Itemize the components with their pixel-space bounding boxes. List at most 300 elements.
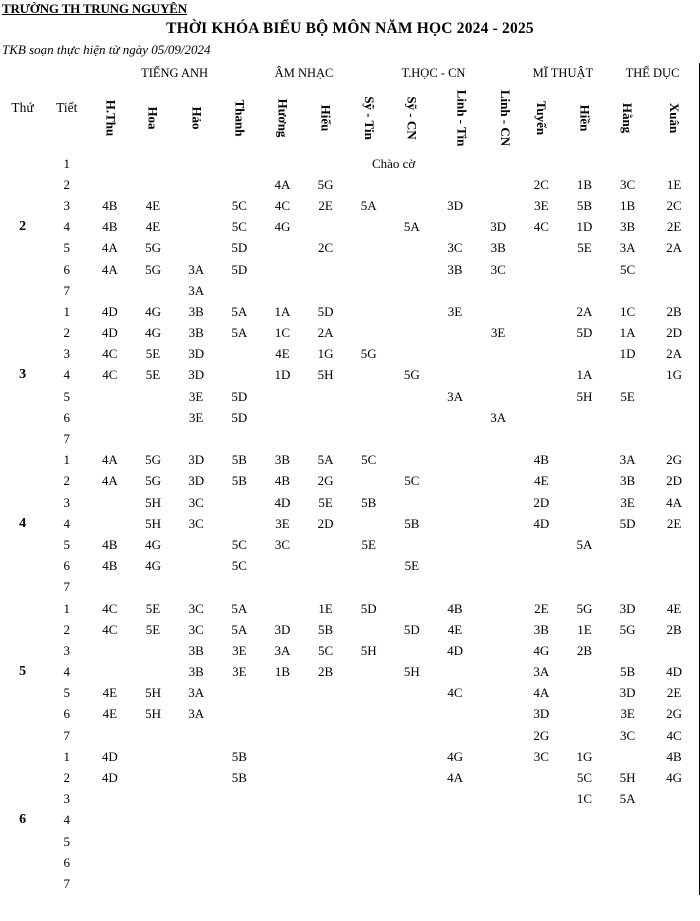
- class-cell: 5A: [360, 197, 377, 213]
- class-cell: [88, 662, 131, 683]
- period-number: 7: [63, 727, 70, 743]
- period-number: 3: [63, 197, 70, 213]
- class-cell: [131, 407, 174, 428]
- class-cell: [175, 767, 218, 788]
- class-cell: [347, 323, 390, 344]
- class-cell: 2A: [576, 303, 593, 319]
- class-cell: 5G: [403, 367, 420, 383]
- class-cell: 5A: [576, 536, 593, 552]
- class-cell: 3D: [619, 600, 636, 616]
- class-cell: 3D: [188, 452, 205, 468]
- teacher-header: [520, 83, 563, 153]
- teacher-header: [175, 83, 218, 153]
- subject-group-header: TIẾNG ANH: [141, 65, 209, 80]
- class-cell: 3E: [232, 642, 247, 658]
- class-cell: [304, 259, 347, 280]
- period-row: [0, 810, 700, 831]
- class-cell: 5C: [404, 473, 420, 489]
- class-cell: [520, 365, 563, 386]
- class-cell: [88, 407, 131, 428]
- period-number: 7: [63, 282, 70, 298]
- class-cell: [304, 407, 347, 428]
- class-cell: [649, 789, 699, 810]
- class-cell: 5A: [317, 452, 334, 468]
- class-cell: [606, 556, 649, 577]
- class-cell: 3E: [188, 409, 204, 425]
- class-cell: [347, 767, 390, 788]
- teacher-name: Tuyến: [534, 100, 550, 136]
- class-cell: [433, 873, 476, 894]
- period-row: [0, 323, 700, 344]
- class-cell: [433, 831, 476, 852]
- period-row: [0, 344, 700, 365]
- class-cell: 5G: [145, 240, 161, 256]
- class-cell: [433, 662, 476, 683]
- class-cell: [304, 704, 347, 725]
- class-cell: [649, 556, 699, 577]
- class-cell: [649, 428, 699, 449]
- period-row: [0, 873, 700, 894]
- school-name: TRƯỜNG TH TRUNG NGUYÊN: [2, 1, 187, 16]
- class-cell: 2D: [649, 471, 699, 492]
- class-cell: [390, 789, 433, 810]
- subject-group-header: T.HỌC - CN: [401, 65, 466, 80]
- teacher-header: [304, 83, 347, 153]
- class-cell: [88, 174, 131, 195]
- class-cell: 2G: [317, 473, 334, 489]
- period-number: 7: [63, 875, 70, 891]
- class-cell: [563, 471, 606, 492]
- class-cell: 4G: [145, 558, 161, 574]
- class-cell: 5A: [231, 621, 248, 637]
- class-cell: 2C: [318, 240, 334, 256]
- period-number: 7: [63, 431, 70, 447]
- teacher-header: [649, 83, 699, 153]
- class-cell: 2A: [649, 238, 699, 259]
- period-number: 7: [63, 579, 70, 595]
- class-cell: [390, 831, 433, 852]
- class-cell: 4B: [533, 452, 549, 468]
- class-cell: [261, 386, 304, 407]
- class-cell: 5H: [317, 367, 334, 383]
- class-cell: [649, 280, 699, 301]
- period-row: [0, 852, 700, 873]
- class-cell: 5D: [231, 240, 248, 256]
- class-cell: [477, 556, 520, 577]
- period-number: 3: [63, 642, 70, 658]
- class-cell: [390, 767, 433, 788]
- class-cell: [433, 810, 476, 831]
- class-cell: [347, 407, 390, 428]
- class-cell: [520, 852, 563, 873]
- class-cell: [563, 556, 606, 577]
- class-cell: [433, 577, 476, 598]
- class-cell: [261, 852, 304, 873]
- class-cell: [649, 873, 699, 894]
- class-cell: 3E: [620, 494, 635, 510]
- period-row: [0, 238, 700, 259]
- class-cell: 2E: [649, 513, 699, 534]
- period-number: 2: [63, 621, 70, 637]
- class-cell: [218, 492, 261, 513]
- class-cell: [563, 513, 606, 534]
- class-cell: [347, 386, 390, 407]
- class-cell: 4E: [145, 197, 161, 213]
- class-cell: 1D: [274, 367, 291, 383]
- period-number: 4: [63, 664, 70, 680]
- class-cell: [88, 492, 131, 513]
- class-cell: 4A: [533, 685, 550, 701]
- period-row: [0, 386, 700, 407]
- class-cell: [563, 831, 606, 852]
- period-row: [0, 534, 700, 555]
- class-cell: 2D: [533, 494, 550, 510]
- class-cell: [477, 873, 520, 894]
- class-cell: [563, 810, 606, 831]
- class-cell: [88, 789, 131, 810]
- class-cell: 5C: [231, 536, 247, 552]
- class-cell: [175, 873, 218, 894]
- class-cell: [606, 428, 649, 449]
- teacher-name: Linh - Tin: [454, 89, 470, 147]
- class-cell: [261, 725, 304, 746]
- class-cell: 3B: [274, 452, 291, 468]
- class-cell: [433, 450, 476, 471]
- period-number: 2: [63, 325, 70, 341]
- class-cell: 5D: [619, 515, 636, 531]
- class-cell: 3B: [620, 473, 636, 489]
- class-cell: 4G: [145, 325, 161, 341]
- class-cell: [261, 238, 304, 259]
- class-cell: [563, 683, 606, 704]
- class-cell: 1E: [318, 600, 333, 616]
- class-cell: [88, 386, 131, 407]
- class-cell: 3E: [620, 706, 635, 722]
- class-cell: 5G: [317, 176, 334, 192]
- class-cell: [88, 873, 131, 894]
- class-cell: [218, 513, 261, 534]
- class-cell: [390, 852, 433, 873]
- class-cell: [218, 789, 261, 810]
- period-number: 4: [63, 515, 70, 531]
- class-cell: [347, 683, 390, 704]
- class-cell: [563, 662, 606, 683]
- class-cell: [347, 556, 390, 577]
- class-cell: [218, 810, 261, 831]
- class-cell: [477, 365, 520, 386]
- class-cell: [304, 556, 347, 577]
- class-cell: [477, 471, 520, 492]
- class-cell: 4E: [275, 346, 290, 362]
- class-cell: 4G: [649, 767, 699, 788]
- class-cell: 4B: [649, 746, 699, 767]
- class-cell: 3C: [620, 176, 636, 192]
- class-cell: [477, 640, 520, 661]
- class-cell: 5B: [231, 452, 247, 468]
- teacher-header: [606, 83, 649, 153]
- class-cell: [88, 725, 131, 746]
- period-number: 1: [63, 303, 70, 319]
- period-row: [0, 259, 700, 280]
- class-cell: 1B: [274, 664, 291, 680]
- period-number: 6: [63, 558, 70, 574]
- class-cell: [304, 852, 347, 873]
- class-cell: 4C: [649, 725, 699, 746]
- class-cell: 4E: [102, 706, 118, 722]
- class-cell: [477, 852, 520, 873]
- class-cell: [131, 746, 174, 767]
- class-cell: 4C: [274, 197, 291, 213]
- class-cell: 3A: [447, 388, 463, 404]
- class-cell: [175, 428, 218, 449]
- class-cell: [304, 767, 347, 788]
- class-cell: [347, 238, 390, 259]
- class-cell: [131, 662, 174, 683]
- class-cell: 1C: [274, 325, 291, 341]
- class-cell: 5G: [360, 346, 377, 362]
- class-cell: [88, 831, 131, 852]
- class-cell: [563, 704, 606, 725]
- class-cell: [433, 428, 476, 449]
- teacher-header: [347, 83, 390, 153]
- class-cell: [347, 619, 390, 640]
- class-cell: [477, 280, 520, 301]
- class-cell: 1C: [620, 303, 636, 319]
- period-row: [0, 195, 700, 216]
- class-cell: [477, 195, 520, 216]
- period-row: [0, 471, 700, 492]
- class-cell: [390, 873, 433, 894]
- class-cell: 3D: [533, 706, 550, 722]
- period-row: [0, 450, 700, 471]
- class-cell: 2B: [318, 664, 334, 680]
- class-cell: 2C: [533, 176, 549, 192]
- class-cell: [649, 640, 699, 661]
- class-cell: [131, 386, 174, 407]
- class-cell: [218, 683, 261, 704]
- class-cell: [520, 344, 563, 365]
- class-cell: 4A: [101, 473, 118, 489]
- class-cell: [606, 280, 649, 301]
- class-cell: 1G: [576, 748, 593, 764]
- period-number: 6: [63, 409, 70, 425]
- class-cell: 5B: [404, 515, 420, 531]
- class-cell: [131, 767, 174, 788]
- class-cell: [649, 386, 699, 407]
- class-cell: [477, 450, 520, 471]
- class-cell: 5H: [403, 664, 420, 680]
- class-cell: 4B: [102, 558, 118, 574]
- class-cell: [88, 810, 131, 831]
- class-cell: [175, 725, 218, 746]
- class-cell: 3E: [490, 325, 506, 341]
- day-cell: 6: [19, 812, 27, 828]
- class-cell: 5H: [145, 685, 161, 701]
- class-cell: [433, 492, 476, 513]
- class-cell: 4C: [447, 685, 463, 701]
- class-cell: 5B: [318, 621, 334, 637]
- teacher-name: H.Thu: [102, 99, 118, 137]
- period-row: [0, 301, 700, 322]
- class-cell: 4C: [102, 346, 118, 362]
- class-cell: [606, 534, 649, 555]
- class-cell: [563, 725, 606, 746]
- day-cell: 2: [19, 219, 27, 235]
- class-cell: [477, 344, 520, 365]
- class-cell: [347, 831, 390, 852]
- class-cell: [390, 810, 433, 831]
- class-cell: [477, 428, 520, 449]
- class-cell: [347, 662, 390, 683]
- class-cell: [218, 577, 261, 598]
- class-cell: [390, 577, 433, 598]
- class-cell: 5B: [231, 473, 247, 489]
- class-cell: [649, 407, 699, 428]
- period-number: 2: [63, 473, 70, 489]
- teacher-header: [563, 83, 606, 153]
- class-cell: [347, 725, 390, 746]
- class-cell: [477, 492, 520, 513]
- class-cell: 2E: [649, 217, 699, 238]
- class-cell: 3E: [447, 303, 463, 319]
- class-cell: 1E: [577, 621, 592, 637]
- class-cell: 4D: [274, 494, 291, 510]
- class-cell: [390, 301, 433, 322]
- class-cell: 2B: [576, 642, 593, 658]
- class-cell: [477, 725, 520, 746]
- period-row: [0, 746, 700, 767]
- class-cell: 3C: [533, 748, 549, 764]
- page-subtitle: TKB soạn thực hiện từ ngày 05/09/2024: [2, 42, 211, 57]
- period-number: 5: [63, 388, 70, 404]
- class-cell: 5A: [231, 325, 248, 341]
- class-cell: [520, 534, 563, 555]
- class-cell: [131, 640, 174, 661]
- class-cell: [347, 746, 390, 767]
- class-cell: 5E: [404, 558, 420, 574]
- class-cell: 3A: [274, 642, 291, 658]
- class-cell: [304, 873, 347, 894]
- class-cell: [347, 873, 390, 894]
- class-cell: [606, 852, 649, 873]
- class-cell: [433, 471, 476, 492]
- class-cell: [347, 174, 390, 195]
- class-cell: 4E: [447, 621, 463, 637]
- class-cell: [261, 577, 304, 598]
- class-cell: [649, 810, 699, 831]
- class-cell: 4E: [649, 598, 699, 619]
- period-row: [0, 556, 700, 577]
- class-cell: [477, 767, 520, 788]
- period-number: 1: [63, 155, 70, 171]
- class-cell: 5D: [231, 409, 248, 425]
- class-cell: 3A: [188, 282, 205, 298]
- class-cell: [347, 704, 390, 725]
- class-cell: 3E: [188, 388, 204, 404]
- period-number: 3: [63, 791, 70, 807]
- class-cell: [218, 725, 261, 746]
- class-cell: [433, 725, 476, 746]
- period-number: 5: [63, 536, 70, 552]
- class-cell: [218, 428, 261, 449]
- class-cell: [131, 280, 174, 301]
- class-cell: [261, 789, 304, 810]
- class-cell: [477, 174, 520, 195]
- class-cell: [563, 280, 606, 301]
- class-cell: [433, 280, 476, 301]
- class-cell: 4E: [534, 473, 549, 489]
- class-cell: [175, 831, 218, 852]
- class-cell: 5B: [361, 494, 377, 510]
- class-cell: 4D: [447, 642, 463, 658]
- class-cell: [433, 407, 476, 428]
- class-cell: [520, 767, 563, 788]
- teacher-name: Sỹ - Tin: [361, 96, 377, 140]
- class-cell: [131, 428, 174, 449]
- class-cell: [88, 280, 131, 301]
- class-cell: [520, 428, 563, 449]
- class-cell: [477, 789, 520, 810]
- class-cell: [606, 577, 649, 598]
- class-cell: [304, 217, 347, 238]
- class-cell: [88, 513, 131, 534]
- class-cell: [390, 683, 433, 704]
- class-cell: [175, 238, 218, 259]
- teacher-name: Hằng: [620, 102, 636, 134]
- period-number: 5: [63, 833, 70, 849]
- class-cell: 4B: [102, 219, 118, 235]
- class-cell: 2D: [649, 323, 699, 344]
- class-cell: [433, 852, 476, 873]
- class-cell: [563, 577, 606, 598]
- class-cell: [563, 344, 606, 365]
- class-cell: [131, 789, 174, 810]
- class-cell: [390, 450, 433, 471]
- class-cell: [477, 746, 520, 767]
- class-cell: [175, 195, 218, 216]
- class-cell: 5C: [620, 261, 636, 277]
- class-cell: 5E: [145, 346, 161, 362]
- class-cell: 3D: [188, 367, 205, 383]
- class-cell: [347, 810, 390, 831]
- class-cell: [131, 873, 174, 894]
- class-cell: [433, 174, 476, 195]
- class-cell: 3E: [534, 197, 549, 213]
- subject-group-header: THỂ DỤC: [606, 63, 699, 83]
- class-cell: [606, 831, 649, 852]
- class-cell: 5B: [620, 664, 636, 680]
- period-number: 2: [63, 770, 70, 786]
- class-cell: [390, 534, 433, 555]
- class-cell: 1G: [317, 346, 334, 362]
- class-cell: 3B: [490, 240, 506, 256]
- class-cell: [347, 259, 390, 280]
- class-cell: [304, 746, 347, 767]
- class-cell: 5A: [231, 600, 248, 616]
- period-number: 4: [63, 812, 70, 828]
- class-cell: 3D: [188, 346, 205, 362]
- class-cell: 2E: [649, 683, 699, 704]
- class-cell: [304, 810, 347, 831]
- class-cell: [390, 598, 433, 619]
- class-cell: [649, 852, 699, 873]
- class-cell: [520, 259, 563, 280]
- class-cell: 3E: [232, 664, 247, 680]
- class-cell: 5B: [576, 197, 593, 213]
- class-cell: 4G: [274, 219, 291, 235]
- class-cell: 5A: [403, 219, 420, 235]
- class-cell: [175, 534, 218, 555]
